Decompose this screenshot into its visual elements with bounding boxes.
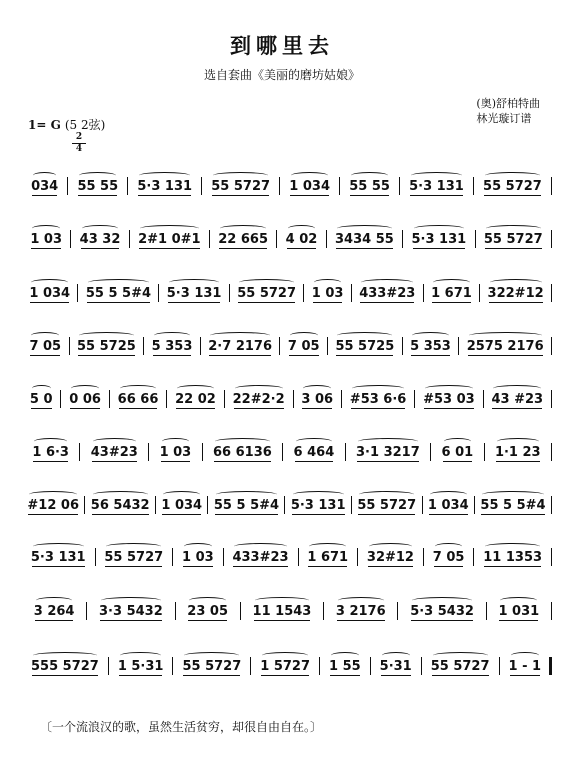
notes: 1·1 23 [494,444,541,460]
measure [371,659,421,674]
measure [109,659,173,674]
measure [474,179,551,194]
notes: 1 671 [431,285,472,301]
notes: 7 05 [432,549,465,565]
notes: 1 55 [329,658,361,674]
measure [128,179,201,194]
measure [280,179,339,194]
measure [225,392,293,407]
measure [328,339,402,354]
measure [159,286,228,301]
measure [422,659,499,674]
notes: 1 03 [30,231,62,247]
notes: 5·3 131 [137,178,193,194]
notes: 55 5 5#4 [85,285,152,301]
notes: 55 5727 [104,549,164,565]
notes: 1 031 [498,603,540,619]
notes: 6 464 [293,444,335,460]
measure [423,498,475,513]
measure [230,286,304,301]
measure [346,445,431,460]
notes: 55 5727 [211,178,271,194]
score-line [22,335,552,357]
notes: 22#2·2 [232,391,285,407]
subtitle: 选自套曲《美丽的磨坊姑娘》 [203,68,360,82]
notes: 5·3 131 [409,178,464,194]
barline [551,390,552,408]
measure [22,550,95,565]
measure [487,604,551,619]
notes: 66 6136 [212,444,272,460]
measure [484,392,551,407]
score-line [22,388,552,410]
notes: 5·3 131 [290,497,346,513]
measure [167,392,223,407]
notes: 1 03 [159,444,192,460]
score-line [22,546,552,568]
notes: 3·3 5432 [99,603,163,619]
notes: 5·3 131 [166,285,222,301]
measure [202,179,279,194]
score-line [22,228,552,250]
time-signature-bottom: 4 [75,144,83,154]
measure [22,232,70,247]
measure [130,232,209,247]
notes: 55 5725 [335,338,395,354]
measure [431,445,483,460]
measure [403,232,474,247]
measure [459,339,551,354]
notes: 5 353 [151,338,193,354]
measure [70,339,144,354]
barline [550,657,552,675]
arranger-credit: 林光璇订谱 [476,112,532,125]
barline [551,602,552,620]
notes: 7 05 [287,338,320,354]
notes: 11 1353 [483,549,543,565]
measure [280,339,327,354]
notes: 433#23 [232,549,289,565]
notes: 55 55 [77,178,119,194]
measure [22,659,108,674]
measure [251,659,319,674]
measure [283,445,344,460]
measure [475,498,551,513]
notes: 1 6·3 [32,444,69,460]
measure [320,659,370,674]
measure [485,445,551,460]
key-signature [28,116,105,133]
measure [87,604,174,619]
measure [324,604,397,619]
notes: 22 02 [175,391,216,407]
score-line [22,600,552,622]
time-signature [72,133,86,154]
notes: 43 32 [79,231,121,247]
notes: 322#12 [487,285,544,301]
notes: 32#12 [366,549,414,565]
notes: 5 0 [29,391,53,407]
notes: 23 05 [187,603,229,619]
notes: 55 5727 [430,658,490,674]
measure [352,286,423,301]
notes: 1 03 [311,285,344,301]
measure [342,392,414,407]
notes: 5·3 131 [411,231,467,247]
notes: #12 06 [27,497,79,513]
notes: 11 1543 [252,603,312,619]
notes: 55 5727 [237,285,297,301]
score-line [22,175,552,197]
measure [224,550,298,565]
measure [340,179,399,194]
notes: 3434 55 [335,231,394,247]
notes: 5·3 131 [30,549,86,565]
measure [96,550,173,565]
notes: 4 02 [285,231,318,247]
barline [551,177,552,195]
time-signature-top: 2 [75,132,83,142]
notes: 1 - 1 [508,658,542,674]
barline [551,443,552,461]
notes: 1 034 [289,178,330,194]
measure [156,498,208,513]
notes: 5·31 [379,658,412,674]
measure [327,232,402,247]
barline [551,548,552,566]
measure [480,286,551,301]
measure [277,232,325,247]
barline [551,337,552,355]
notes: 55 5 5#4 [480,497,546,513]
notes: 1 034 [161,497,203,513]
measure [173,659,250,674]
credits [476,96,540,126]
measure [149,445,201,460]
measure [22,604,86,619]
notes: 1 034 [29,285,71,301]
notes: 3·1 3217 [356,444,420,460]
measure [68,179,127,194]
notes: 2·7 2176 [208,338,273,354]
barline [551,284,552,302]
notes: 55 5727 [483,178,542,194]
measure [285,498,350,513]
measure [476,232,551,247]
measure [352,498,422,513]
page-title: 到哪里去 [230,33,334,58]
measure [22,498,84,513]
notes: 1 5·31 [117,658,164,674]
measure [400,179,473,194]
notes: 55 5727 [483,231,543,247]
measure [201,339,280,354]
composer-credit: (奥)舒柏特曲 [476,97,540,110]
measure [110,392,166,407]
notes: 1 034 [427,497,469,513]
notes: 55 5 5#4 [213,497,280,513]
measure [22,339,69,354]
notes: 55 5725 [76,338,136,354]
notes: 56 5432 [90,497,150,513]
score-line [22,441,552,463]
notes: 3 06 [301,391,334,407]
measure [500,659,551,674]
measure [304,286,350,301]
measure [210,232,276,247]
notes: 6 01 [441,444,474,460]
measure [22,286,77,301]
measure [203,445,283,460]
score-line [22,655,552,677]
measure [403,339,459,354]
measure [78,286,158,301]
footer-note: 〔一个流浪汉的歌，虽然生活贫穷，却很自由自在。〕 [40,720,323,734]
notes: 55 55 [349,178,390,194]
measure [424,286,479,301]
score-line [22,282,552,304]
notes: 034 [31,178,59,194]
barline [551,496,552,514]
notes: 5·3 5432 [410,603,474,619]
notes: 5 353 [410,338,451,354]
barline [551,230,552,248]
measure [398,604,485,619]
measure [173,550,222,565]
measure [176,604,240,619]
notes: 66 66 [117,391,159,407]
notes: #53 03 [423,391,475,407]
measure [415,392,482,407]
measure [71,232,128,247]
measure [85,498,155,513]
notes: 3 2176 [335,603,386,619]
notes: 1 03 [182,549,214,565]
string-tuning: (5 2弦) [64,118,106,132]
key-label: 1= G [28,118,61,132]
notes: 0 06 [69,391,101,407]
measure [22,445,79,460]
notes: 43 #23 [491,391,544,407]
score-line [22,494,552,516]
measure [358,550,423,565]
measure [299,550,358,565]
notes: 3 264 [33,603,75,619]
measure [241,604,323,619]
notes: 433#23 [359,285,416,301]
measure [144,339,200,354]
notes: 43#23 [90,444,138,460]
measure [424,550,473,565]
measure [61,392,108,407]
notes: 555 5727 [30,658,99,674]
measure [22,392,60,407]
measure [22,179,67,194]
measure [80,445,148,460]
measure [208,498,284,513]
notes: 55 5727 [357,497,417,513]
measure [474,550,551,565]
notes: 2#1 0#1 [138,231,201,247]
measure [294,392,341,407]
notes: 55 5727 [182,658,242,674]
notes: 1 671 [307,549,349,565]
notes: 1 5727 [260,658,311,674]
notes: 2575 2176 [466,338,544,354]
notes: 7 05 [29,338,62,354]
notes: 22 665 [218,231,268,247]
notes: #53 6·6 [349,391,407,407]
